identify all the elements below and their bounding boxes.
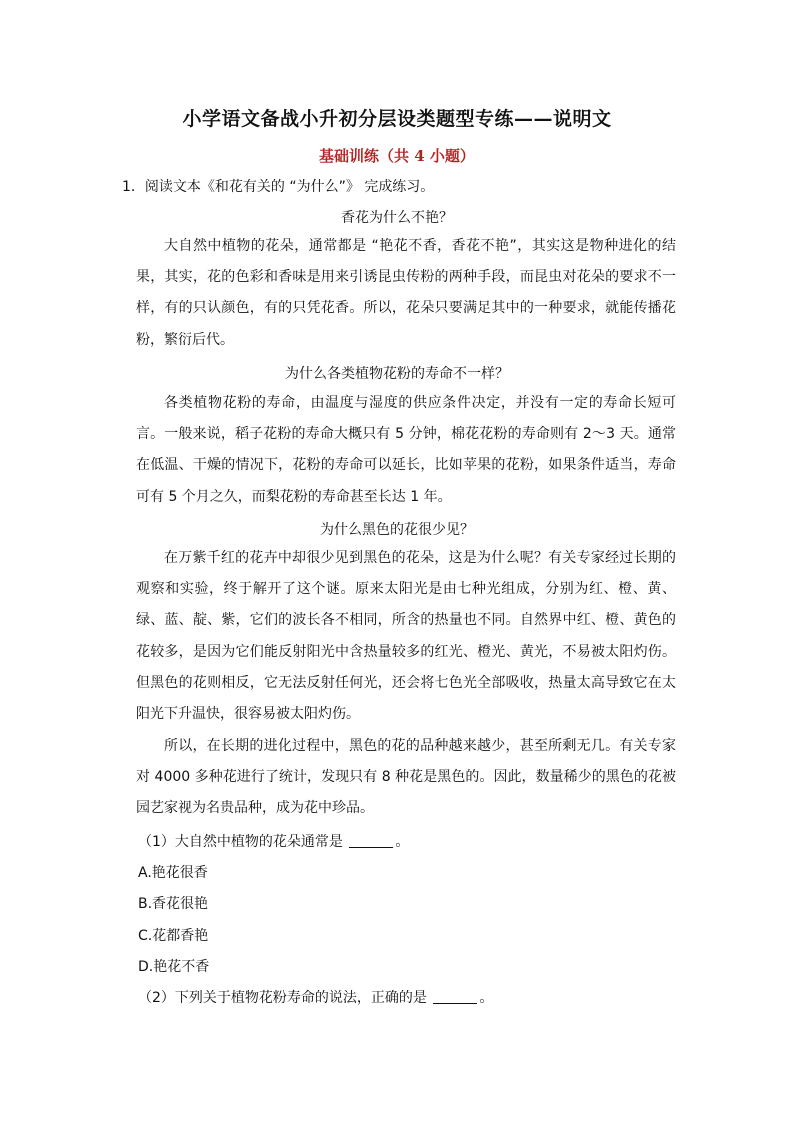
option-d[interactable]: D.艳花不香: [138, 959, 210, 975]
section-heading-pollen: 为什么各类植物花粉的寿命不一样？: [285, 366, 509, 382]
option-b[interactable]: B.香花很艳: [138, 896, 209, 912]
document-title: 小学语文备战小升初分层设类题型专练——说明文: [182, 108, 612, 130]
answer-blank[interactable]: [349, 834, 393, 848]
option-c[interactable]: C.花都香艳: [138, 928, 209, 944]
sub-question-2-end: 。: [479, 990, 494, 1006]
sub-question-2: [138, 987, 493, 1007]
paragraph-black-flower: 在万紫千红的花卉中却很少见到黑色的花朵，这是为什么呢？有关专家经过长期的观察和实验，终于解开了这个谜。原来太阳光是由七种光组成，分别为红、橙、黄、绿、蓝、靛、紫，它们的波长各不相同，所含的热量也不同。自然界中红、橙、黄色的花较多，是因为它们能反射阳光中含热量较多的红光、橙光、黄光，不易被太阳灼伤。但黑色的花则相反，它无法反射任何光，还会将七色光全部吸收，热量太高导致它在太阳光下升温快，很容易被太阳灼伤。: [136, 550, 676, 723]
section-subtitle: 基础训练（共 4 小题）: [319, 147, 475, 165]
paragraph-conclusion: 所以，在长期的进化过程中，黑色的花的品种越来越少，甚至所剩无几。有关专家对 4000 多种花进行了统计，发现只有 8 种花是黑色的。因此，数量稀少的黑色的花被园艺家视为名贵品种，成为花中珍品。: [136, 738, 676, 817]
paragraph-pollen: 各类植物花粉的寿命，由温度与湿度的供应条件决定，并没有一定的寿命长短可言。一般来说，稻子花粉的寿命大概只有 5 分钟，棉花花粉的寿命则有 2～3 天。通常在低温、干燥的情况下，花粉的寿命可以延长，比如苹果的花粉，如果条件适当，寿命可有 5 个月之久，而梨花粉的寿命甚至长达 1 年。: [136, 395, 676, 505]
section-heading-fragrant: 香花为什么不艳？: [341, 210, 453, 226]
sub-question-1-prompt: （1）大自然中植物的花朵通常是: [138, 834, 348, 850]
option-a[interactable]: A.艳花很香: [138, 865, 208, 881]
paragraph-fragrant: 大自然中植物的花朵，通常都是 “艳花不香，香花不艳”，其实这是物种进化的结果，其实，花的色彩和香味是用来引诱昆虫传粉的两种手段，而昆虫对花朵的要求不一样，有的只认颜色，有的只凭花香。所以，花朵只要满足其中的一种要求，就能传播花粉，繁衍后代。: [136, 238, 676, 348]
sub-question-2-prompt: （2）下列关于植物花粉寿命的说法，正确的是: [138, 990, 432, 1006]
sub-question-1-end: 。: [395, 834, 410, 850]
section-heading-black-flower: 为什么黑色的花很少见？: [320, 522, 474, 538]
answer-blank[interactable]: [433, 990, 477, 1004]
question-intro: 1．阅读文本《和花有关的 “为什么”》 完成练习。: [122, 179, 435, 195]
sub-question-1: [138, 831, 409, 851]
